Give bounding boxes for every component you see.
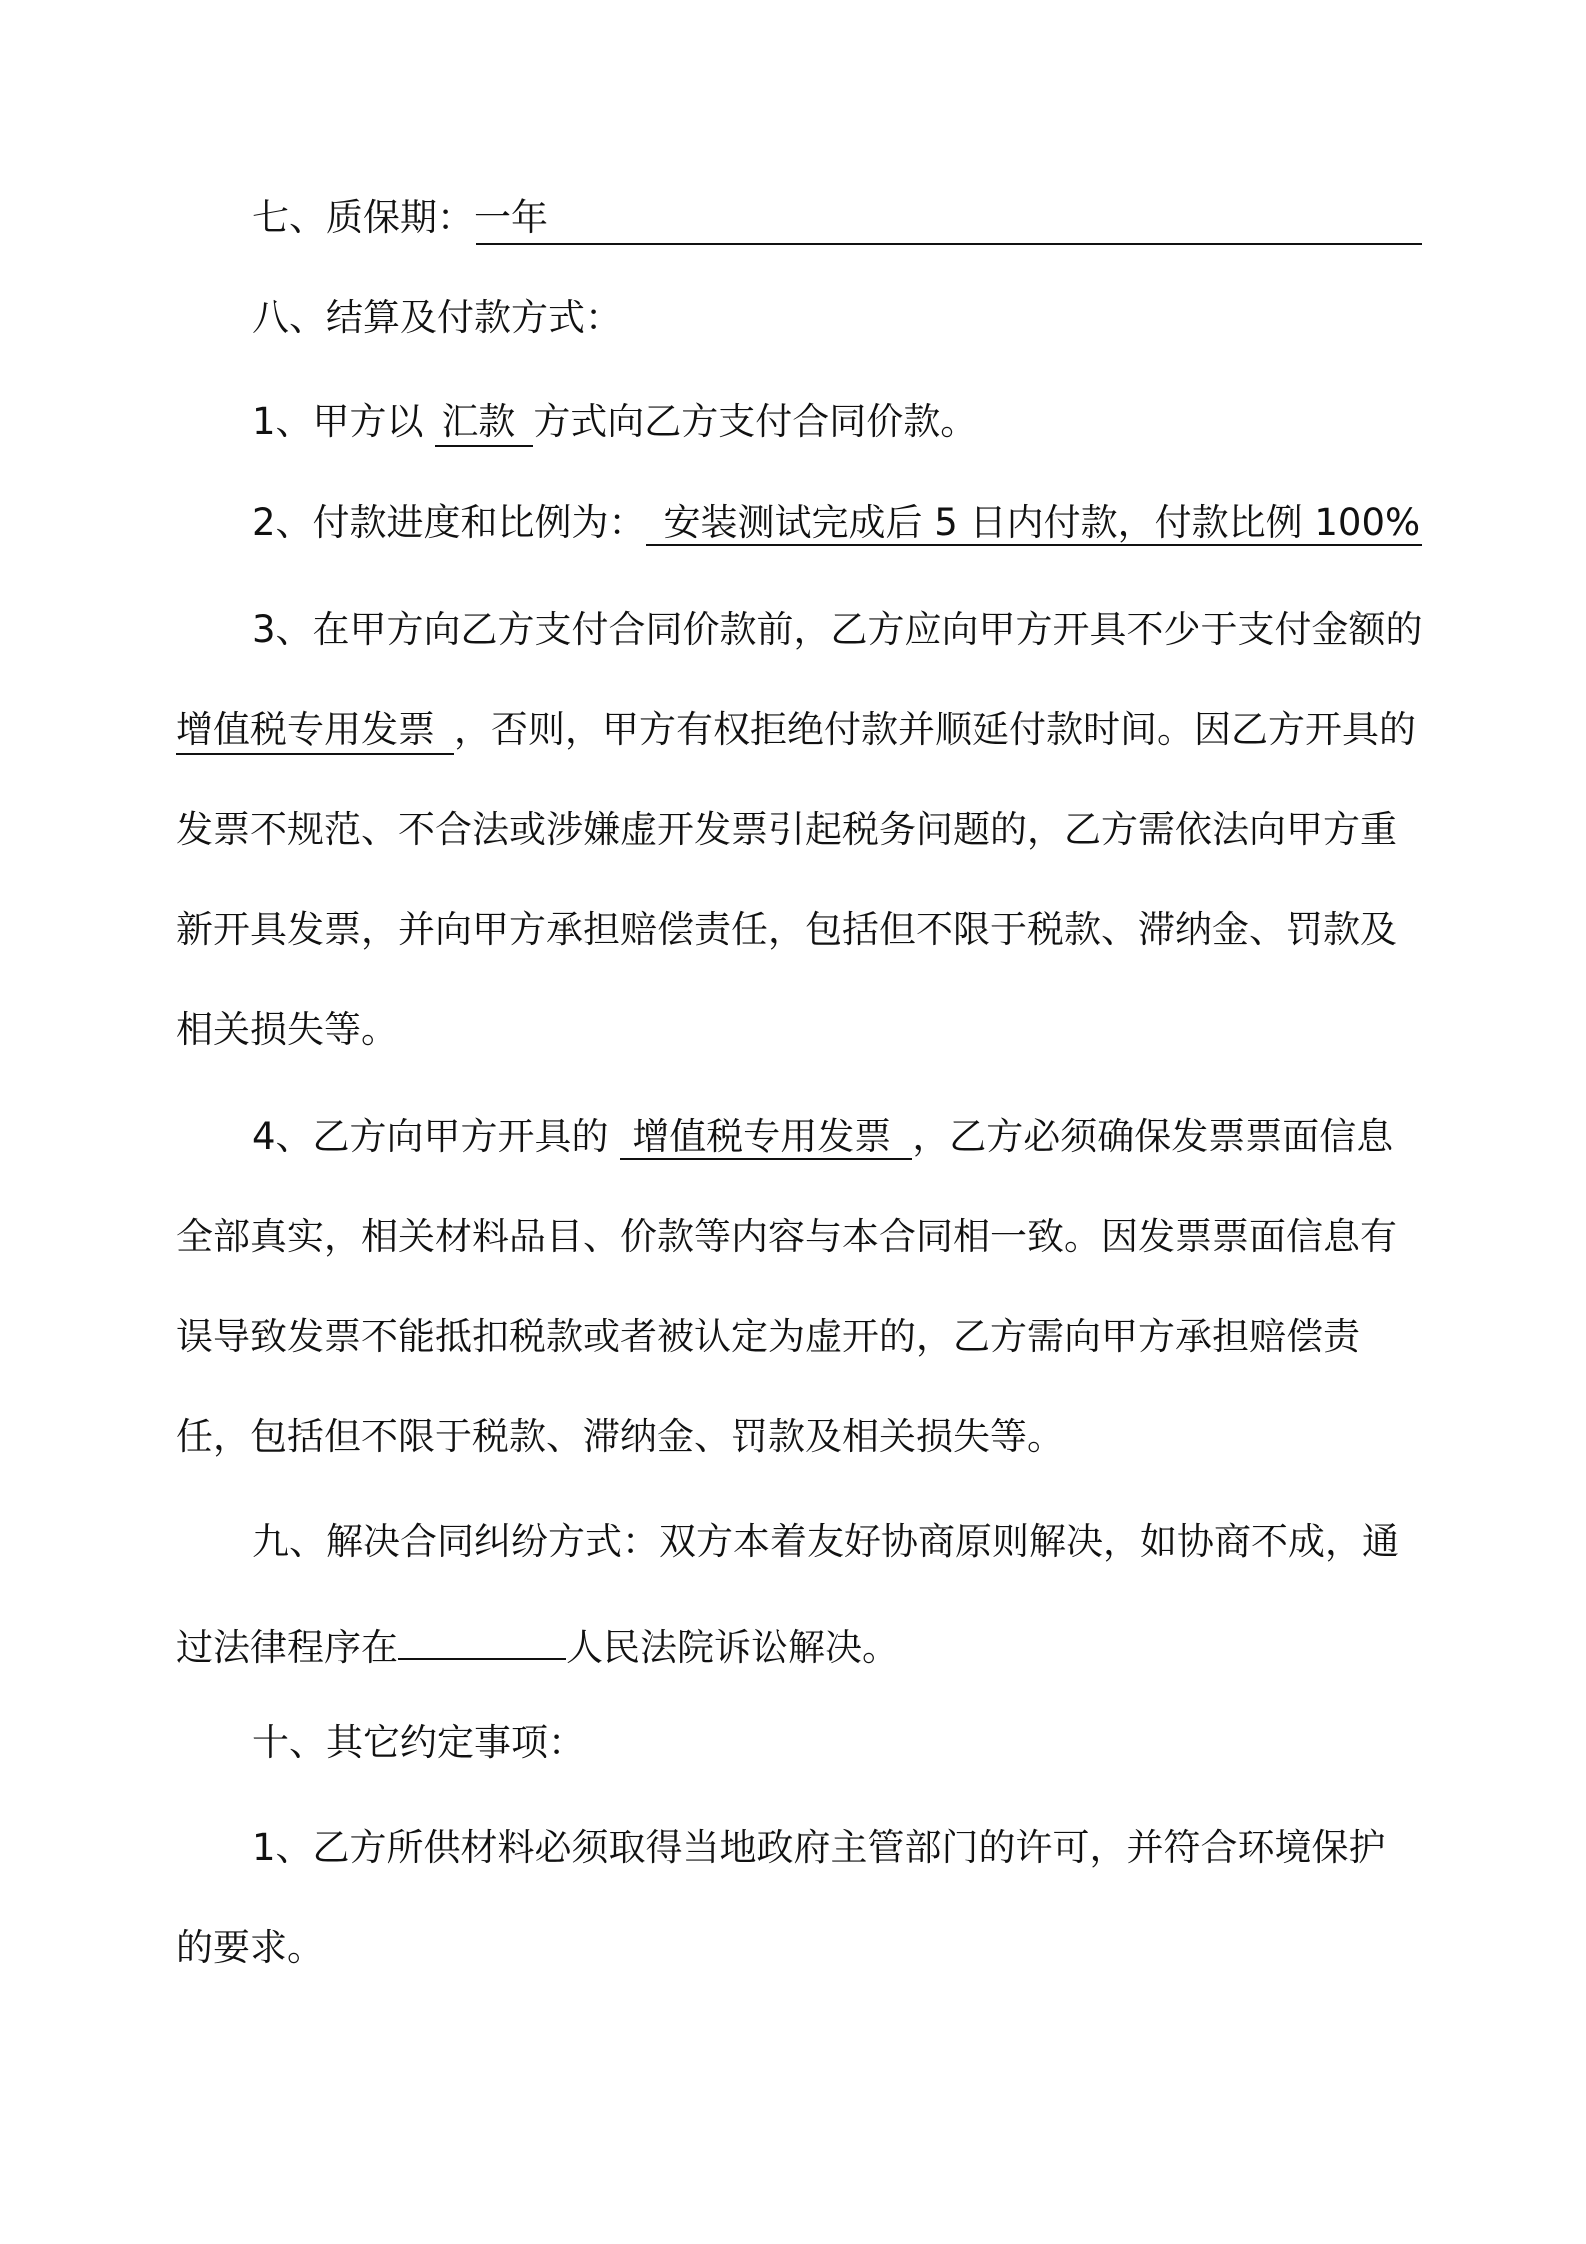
other-terms-heading: 十、其它约定事项： xyxy=(252,1721,585,1764)
settlement-heading: 八、结算及付款方式： xyxy=(252,296,622,339)
warranty-underline xyxy=(476,243,1422,245)
invoice-accuracy-line2: 全部真实，相关材料品目、价款等内容与本合同相一致。因发票票面信息有 xyxy=(176,1215,1397,1258)
invoice-clause-line1: 3、在甲方向乙方支付合同价款前，乙方应向甲方开具不少于支付金额的 xyxy=(252,608,1423,651)
payment-schedule-prefix: 2、付款进度和比例为： xyxy=(252,501,646,544)
invoice-clause-line2 xyxy=(176,700,1426,760)
warranty-value: 一年 xyxy=(474,196,548,239)
payment-method-line xyxy=(252,392,1502,452)
invoice-accuracy-line4: 任，包括但不限于税款、滞纳金、罚款及相关损失等。 xyxy=(176,1415,1064,1458)
dispute-line2 xyxy=(176,1612,1426,1672)
invoice-clause-line2-rest: ，否则，甲方有权拒绝付款并顺延付款时间。因乙方开具的 xyxy=(454,708,1416,751)
invoice-accuracy-prefix: 4、乙方向甲方开具的 xyxy=(252,1115,609,1158)
warranty-label: 七、质保期： xyxy=(252,196,474,239)
warranty-line xyxy=(252,188,1502,248)
other-terms-item1-line1: 1、乙方所供材料必须取得当地政府主管部门的许可，并符合环境保护 xyxy=(252,1826,1386,1869)
payment-method-suffix: 方式向乙方支付合同价款。 xyxy=(533,400,978,443)
dispute-line1: 九、解决合同纠纷方式：双方本着友好协商原则解决，如协商不成，通 xyxy=(252,1520,1399,1563)
invoice-type-value: 增值税专用发票 xyxy=(176,707,454,755)
dispute-prefix: 过法律程序在 xyxy=(176,1626,398,1669)
dispute-suffix: 人民法院诉讼解决。 xyxy=(566,1626,899,1669)
invoice-clause-line3: 发票不规范、不合法或涉嫌虚开发票引起税务问题的，乙方需依法向甲方重 xyxy=(176,808,1397,851)
other-terms-item1-line2: 的要求。 xyxy=(176,1926,324,1969)
invoice-accuracy-rest: ，乙方必须确保发票票面信息 xyxy=(912,1115,1394,1158)
payment-schedule-line xyxy=(252,493,1502,553)
payment-method-prefix: 1、甲方以 xyxy=(252,400,424,443)
payment-schedule-value: 安装测试完成后 5 日内付款，付款比例 100% xyxy=(646,500,1422,546)
invoice-clause-line5: 相关损失等。 xyxy=(176,1008,398,1051)
invoice-accuracy-line3: 误导致发票不能抵扣税款或者被认定为虚开的，乙方需向甲方承担赔偿责 xyxy=(176,1315,1360,1358)
invoice-clause-line4: 新开具发票，并向甲方承担赔偿责任，包括但不限于税款、滞纳金、罚款及 xyxy=(176,908,1397,951)
invoice-accuracy-value: 增值税专用发票 xyxy=(620,1114,912,1160)
court-blank xyxy=(398,1612,566,1660)
payment-method-value: 汇款 xyxy=(435,399,533,447)
invoice-accuracy-line1 xyxy=(252,1107,1502,1167)
